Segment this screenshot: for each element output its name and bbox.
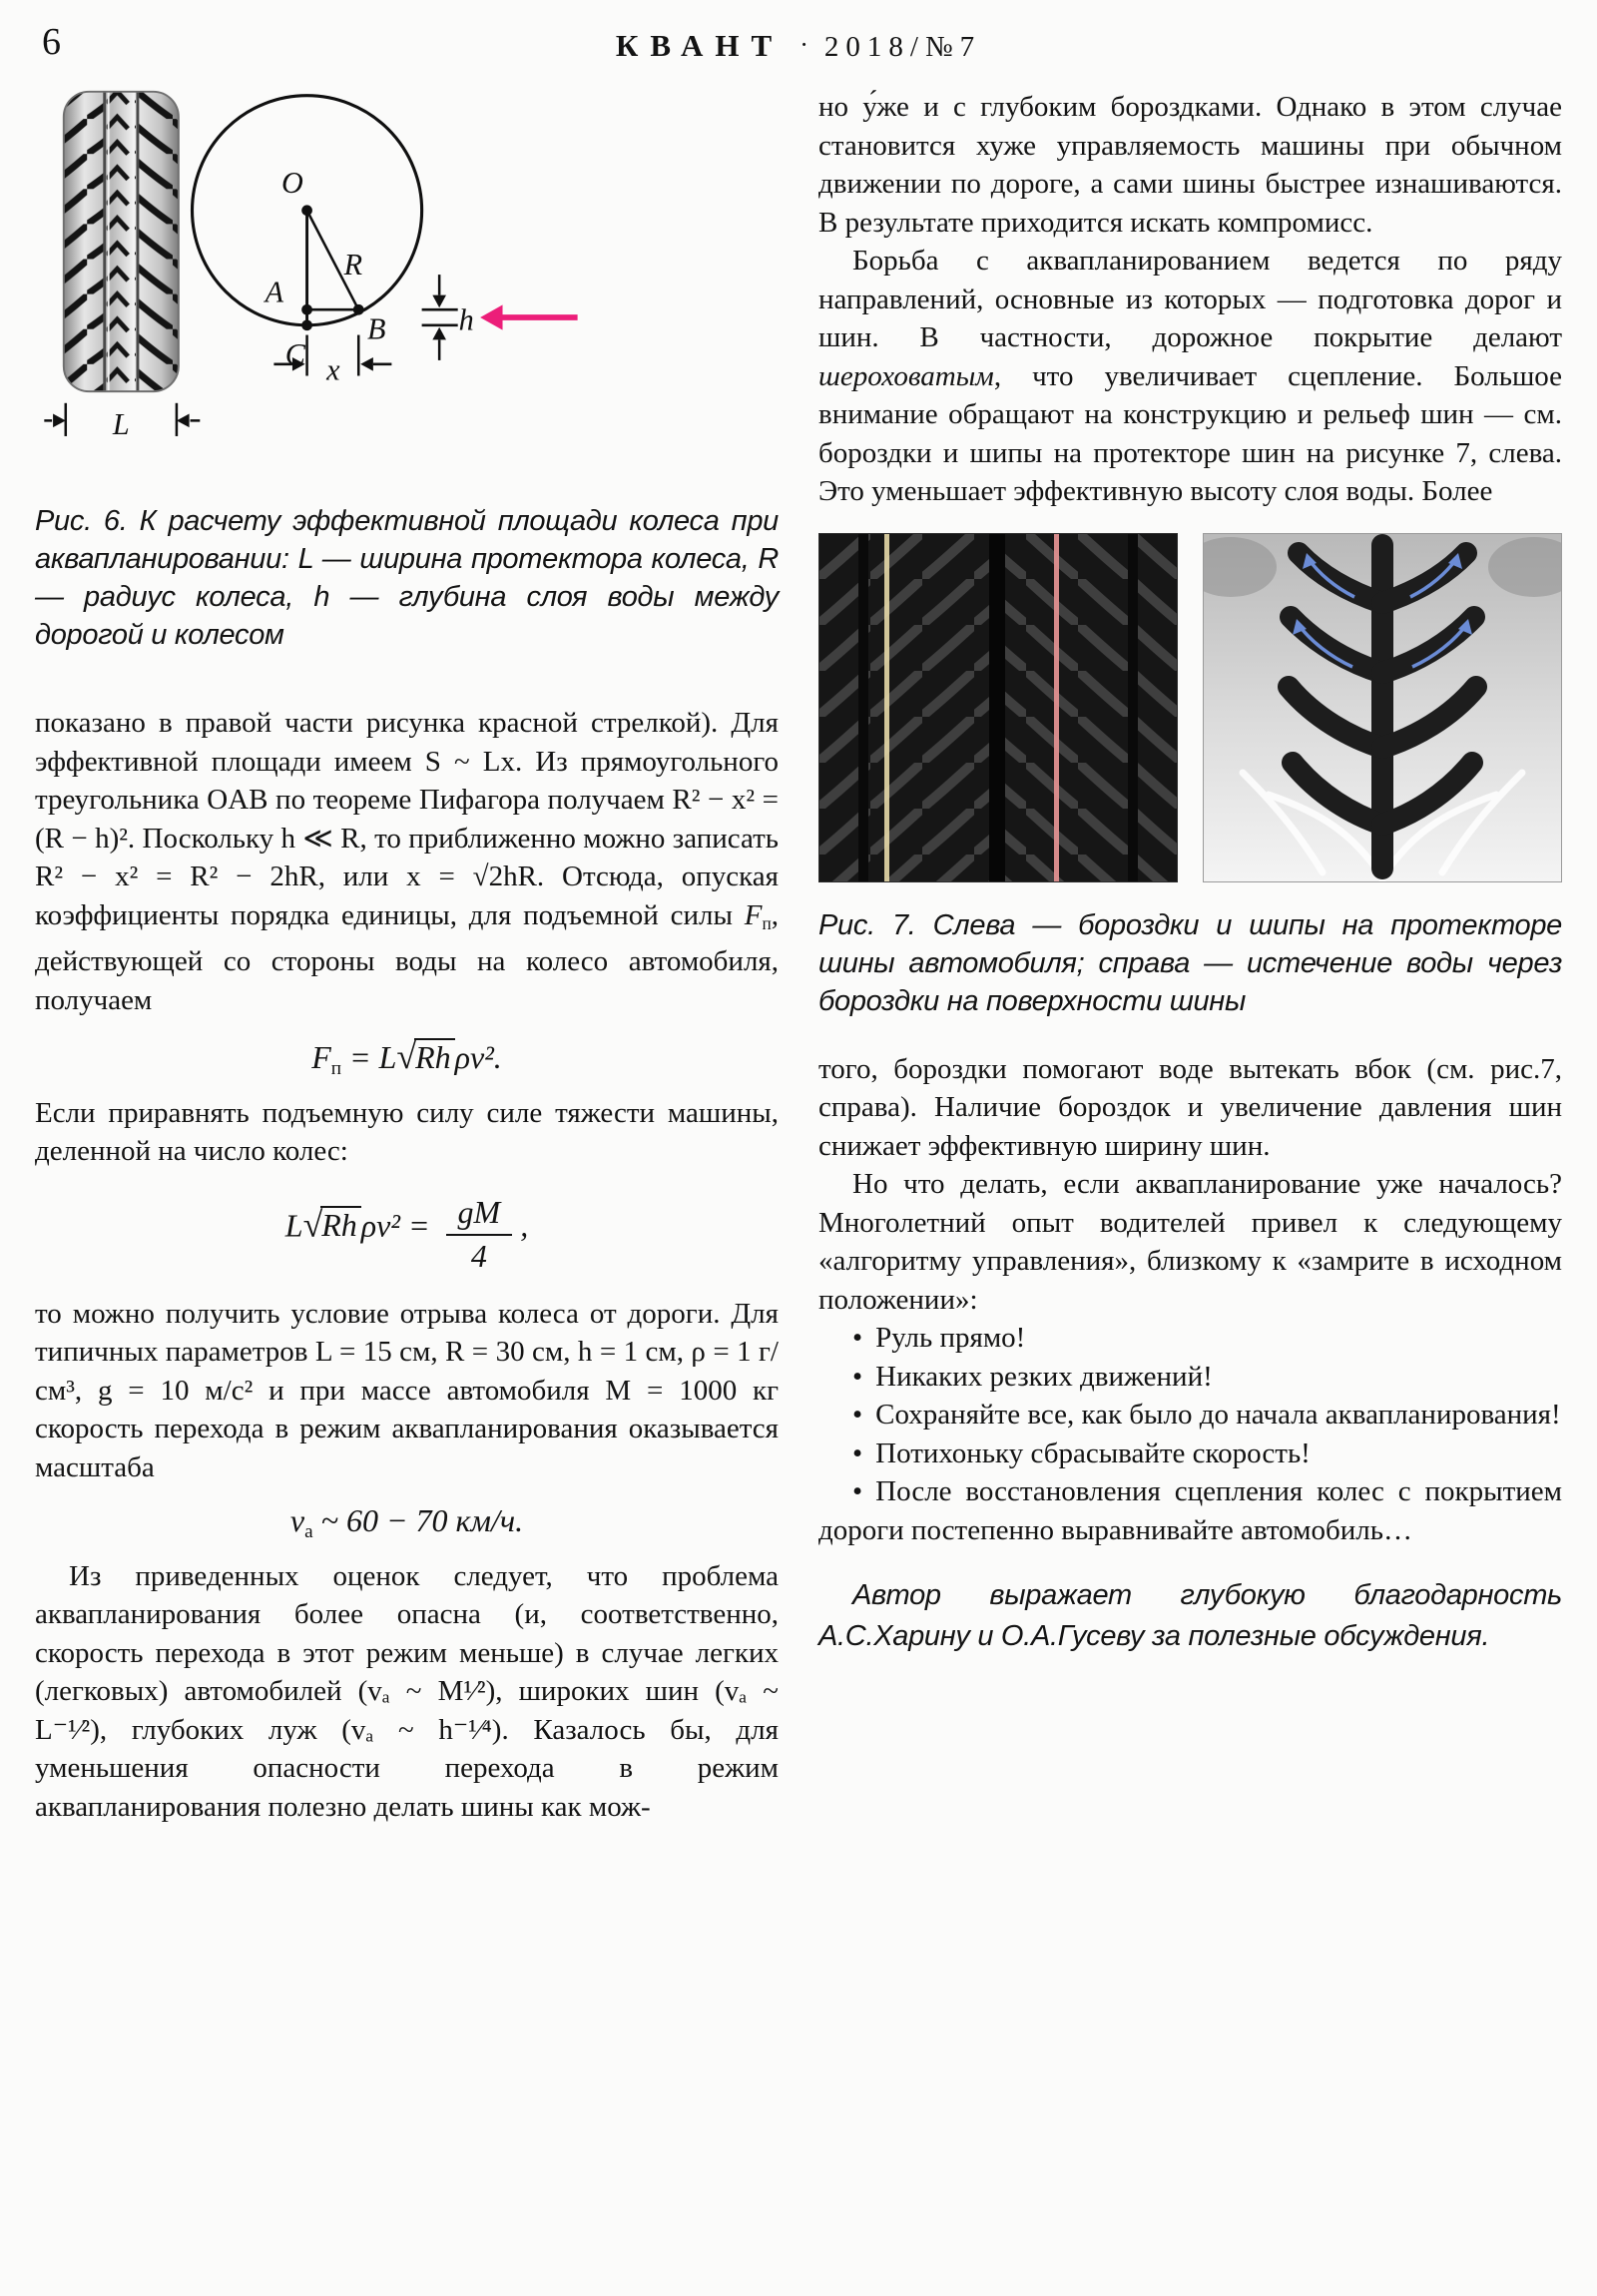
fig6-label-B: B	[367, 311, 386, 346]
fig6-red-arrow-icon	[480, 304, 578, 329]
paragraph	[818, 242, 1562, 511]
paragraph	[35, 704, 779, 1019]
fig6-label-A: A	[265, 275, 284, 309]
journal-header	[0, 28, 1597, 64]
list-item	[818, 1358, 1562, 1397]
paragraph: Из приведенных оценок следует, что проблема аквапланирования более опасна (и, соответственно, скорость перехода в этот режим меньше) в случае легких (легковых) автомобилей (vₐ ~ M¹⁄²), широких шин (vₐ ~ L⁻¹⁄²), глубоких луж (vₐ ~ h⁻¹⁄⁴). Казалось бы, для уменьшения опасности перехода в режим аквапланирования полезно делать шины как мож-	[35, 1559, 779, 1823]
list-item-text: Сохраняйте все, как было до начала аквапланирования!	[875, 1399, 1561, 1431]
fig7-left-photo	[818, 533, 1178, 882]
force-subscript: п	[762, 912, 772, 933]
right-column	[818, 88, 1562, 1657]
formula-term: ,	[520, 1207, 529, 1244]
list-item	[818, 1319, 1562, 1358]
bullet-marker: •	[852, 1436, 863, 1469]
list-item-text: Никаких резких движений!	[875, 1360, 1213, 1393]
journal-issue: 2018/№7	[823, 31, 982, 63]
sqrt-icon: √	[396, 1036, 417, 1077]
figure-7	[818, 533, 1562, 882]
journal-title: КВАНТ	[615, 28, 785, 63]
formula-subscript: а	[304, 1520, 313, 1542]
fig7-right-photo	[1203, 533, 1562, 882]
bullet-marker: •	[852, 1322, 863, 1354]
fig6-label-R: R	[343, 248, 363, 283]
driving-rules-list	[818, 1319, 1562, 1549]
figure-7-caption: Рис. 7. Слева — бороздки и шипы на протекторе шины автомобиля; справа — истечение воды через бороздки на поверхности шины	[818, 908, 1562, 1017]
paragraph-text: , что увеличивает сцепление. Большое внимание обращают на конструкцию и рельеф шин — см. бороздки и шипы на протекторе шин на рисунке 7, слева. Это уменьшает эффективную высоту слоя воды. Более	[818, 359, 1562, 507]
formula-term: F	[311, 1039, 331, 1076]
list-item	[818, 1396, 1562, 1435]
paragraph: Но что делать, если аквапланирование уже началось? Многолетний опыт водителей привел к следующему «алгоритму управления», близкому к «замрите в исходном положении»:	[818, 1168, 1562, 1316]
list-item-text: Руль прямо!	[875, 1322, 1026, 1354]
figure-6	[35, 84, 779, 478]
formula-speed	[35, 1502, 779, 1543]
formula-term: L	[284, 1207, 303, 1244]
formula-subscript: п	[330, 1057, 342, 1079]
fig6-label-h: h	[458, 302, 474, 337]
paragraph-text: показано в правой части рисунка красной стрелкой). Для эффективной площади имеем S ~ Lx. Из прямоугольного треугольника OAB по теореме Пифагора получаем R² − x² = (R − h)². Поскольку h ≪ R, то приближенно можно записать R² − x² = R² − 2hR, или x = √2hR. Отсюда, опуская коэффициенты порядка единицы, для подъемной силы	[35, 707, 779, 931]
list-item-text: Потихоньку сбрасывайте скорость!	[875, 1436, 1311, 1469]
bullet-marker: •	[852, 1360, 863, 1393]
paragraph-text: , действующей со стороны воды на колесо автомобиля, получаем	[35, 898, 779, 1016]
formula-fraction	[446, 1195, 513, 1275]
figure-6-caption: Рис. 6. К расчету эффективной площади колеса при аквапланировании: L — ширина протектора колеса, R — радиус колеса, h — глубина слоя воды между дорогой и колесом	[35, 505, 779, 651]
paragraph-text: Борьба с аквапланированием ведется по ряду направлений, основные из которых — подготовка дорог и шин. В частности, дорожное покрытие делают	[818, 245, 1562, 353]
fig6-label-O: O	[281, 166, 303, 201]
paragraph: Если приравнять подъемную силу силе тяжести машины, деленной на число колес:	[35, 1096, 779, 1168]
list-item	[818, 1435, 1562, 1473]
formula-radicand: Rh	[320, 1206, 361, 1243]
emphasized-word: шероховатым	[818, 359, 994, 392]
left-column	[35, 84, 779, 1826]
paragraph: но у́же и с глубоким бороздками. Однако в этом случае становится хуже управляемость машины при обычном движении по дороге, а сами шины быстрее изнашиваются. В результате приходится искать компромисс.	[818, 91, 1562, 239]
formula-balance	[35, 1195, 779, 1275]
formula-term: = L	[341, 1039, 397, 1076]
figure-6-illustration	[35, 84, 779, 473]
formula-radicand: Rh	[414, 1038, 455, 1075]
paragraph: того, бороздки помогают воде вытекать вбок (см. рис.7, справа). Наличие бороздок и увеличение давления шин снижает эффективную ширину шин.	[818, 1052, 1562, 1162]
fig6-label-x: x	[326, 352, 340, 387]
formula-term: ρv² =	[360, 1207, 438, 1244]
header-separator: ·	[799, 30, 808, 59]
fraction-denominator: 4	[470, 1237, 487, 1274]
page-number: 6	[42, 21, 61, 63]
list-item-text: После восстановления сцепления колес с покрытием дороги постепенно выравнивайте автомобиль…	[818, 1475, 1562, 1546]
formula-term: v	[289, 1502, 305, 1539]
paragraph: то можно получить условие отрыва колеса от дороги. Для типичных параметров L = 15 см, R = 30 см, h = 1 см, ρ = 1 г/см³, g = 10 м/с² и при массе автомобиля M = 1000 кг скорость перехода в режим аквапланирования оказывается масштаба	[35, 1297, 779, 1483]
bullet-marker: •	[852, 1399, 863, 1431]
force-symbol: F	[744, 898, 763, 931]
bullet-marker: •	[852, 1475, 863, 1507]
fig6-tire-illustration	[64, 92, 179, 391]
acknowledgment: Автор выражает глубокую благодарность А.С.Харину и О.А.Гусеву за полезные обсуждения.	[818, 1579, 1562, 1652]
fig6-label-C: C	[284, 336, 305, 371]
list-item	[818, 1472, 1562, 1549]
fig6-label-L: L	[112, 407, 130, 441]
formula-term: ρv².	[454, 1039, 502, 1076]
fraction-numerator: gM	[446, 1195, 513, 1236]
fig6-wheel-diagram	[193, 96, 458, 376]
sqrt-icon: √	[302, 1204, 323, 1245]
formula-lift-force	[35, 1035, 779, 1080]
formula-term: ~ 60 − 70 км/ч.	[312, 1502, 524, 1539]
